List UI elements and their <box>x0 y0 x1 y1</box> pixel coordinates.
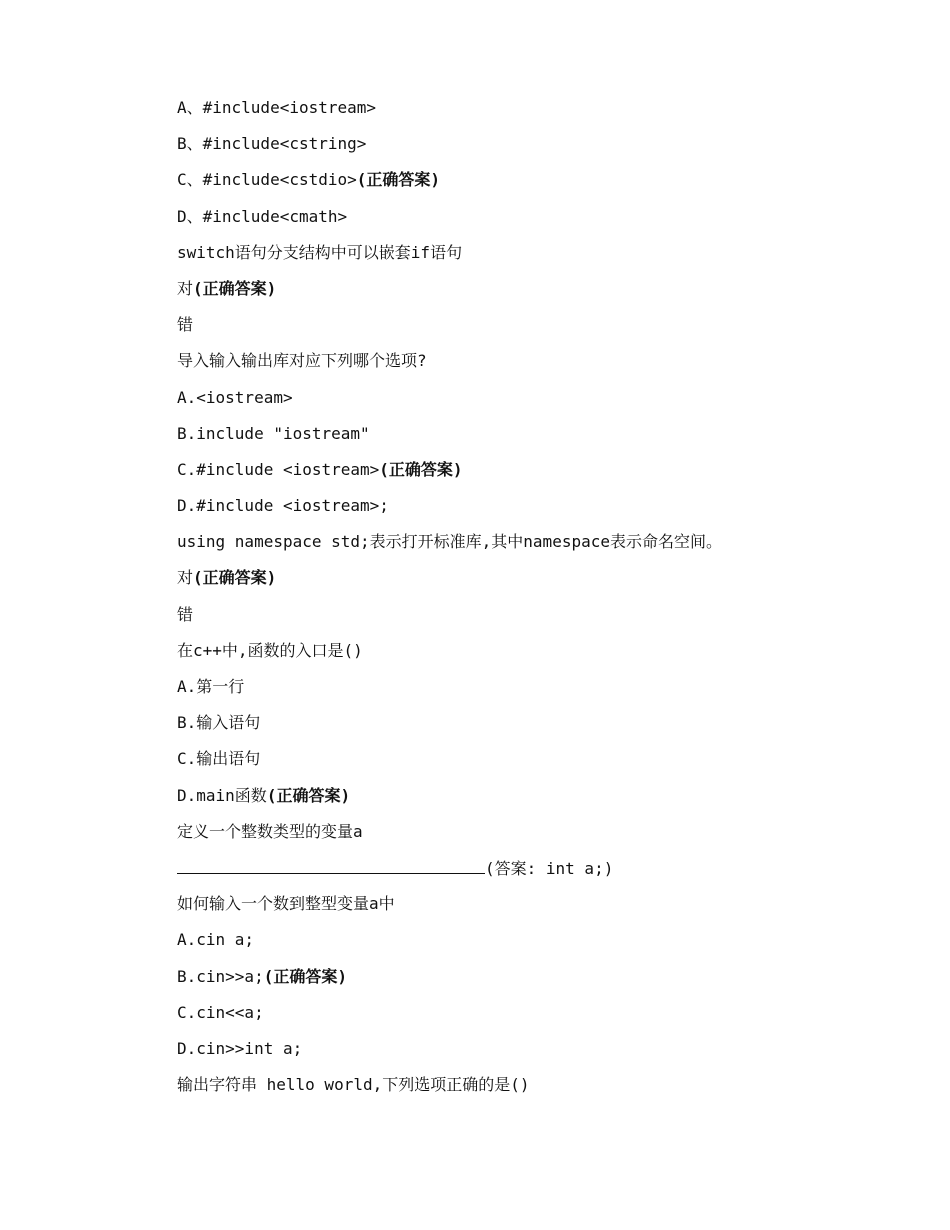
option-d <box>177 206 897 242</box>
question <box>177 531 897 567</box>
option-a <box>177 387 897 423</box>
fill-in-blank <box>177 857 897 893</box>
option-c <box>177 748 897 784</box>
option-text: 对 <box>177 278 194 298</box>
option-text: A、#include<iostream> <box>177 98 377 117</box>
option-text: 对 <box>177 568 194 588</box>
option-a <box>177 929 897 965</box>
answer-blank-line <box>177 857 485 874</box>
question <box>177 1074 897 1110</box>
option-c <box>177 169 897 205</box>
correct-answer-tag: (正确答案) <box>193 278 277 298</box>
option-false <box>177 314 897 350</box>
correct-answer-tag: (正确答案) <box>379 459 463 479</box>
option-true <box>177 278 897 314</box>
option-text: D、#include<cmath> <box>177 206 348 226</box>
option-text: D.#include <iostream>; <box>177 496 389 516</box>
option-text: C.#include <iostream> <box>177 459 380 479</box>
question-text: 导入输入输出库对应下列哪个选项? <box>177 351 427 371</box>
question <box>177 350 897 386</box>
answer-hint: (答案: int a;) <box>485 858 614 878</box>
option-text: D.main函数 <box>177 785 267 805</box>
question-text: 输出字符串 hello world,下列选项正确的是() <box>177 1075 530 1095</box>
question <box>177 821 897 857</box>
question-text: 定义一个整数类型的变量a <box>177 821 363 841</box>
option-text: C、#include<cstdio> <box>177 170 357 190</box>
option-text: C.输出语句 <box>177 749 261 769</box>
option-true <box>177 567 897 603</box>
question <box>177 640 897 676</box>
option-b <box>177 423 897 459</box>
option-text: B.输入语句 <box>177 713 261 733</box>
option-text: B.cin>>a; <box>177 966 264 986</box>
option-d <box>177 785 897 821</box>
option-b <box>177 712 897 748</box>
question-text: switch语句分支结构中可以嵌套if语句 <box>177 242 463 262</box>
correct-answer-tag: (正确答案) <box>193 568 277 588</box>
option-false <box>177 604 897 640</box>
question <box>177 242 897 278</box>
option-text: A.<iostream> <box>177 387 293 407</box>
option-d <box>177 495 897 531</box>
option-text: 错 <box>177 604 194 624</box>
option-text: A.cin a; <box>177 930 255 950</box>
option-text: B、#include<cstring> <box>177 134 367 154</box>
option-text: A.第一行 <box>177 677 245 696</box>
option-a <box>177 97 897 133</box>
option-b <box>177 966 897 1002</box>
question-text: using namespace std;表示打开标准库,其中namespace表示命名空间。 <box>177 532 722 552</box>
option-text: D.cin>>int a; <box>177 1038 303 1058</box>
question-text: 如何输入一个数到整型变量a中 <box>177 894 395 914</box>
correct-answer-tag: (正确答案) <box>266 785 351 805</box>
option-c <box>177 459 897 495</box>
option-d <box>177 1038 897 1074</box>
option-text: B.include "iostream" <box>177 423 370 443</box>
correct-answer-tag: (正确答案) <box>263 966 347 986</box>
correct-answer-tag: (正确答案) <box>356 170 441 190</box>
option-c <box>177 1002 897 1038</box>
question-text: 在c++中,函数的入口是() <box>177 640 363 660</box>
option-text: C.cin<<a; <box>177 1002 264 1022</box>
question <box>177 893 897 929</box>
question-list <box>177 97 897 1110</box>
option-b <box>177 133 897 169</box>
option-a <box>177 676 897 712</box>
option-text: 错 <box>177 315 194 335</box>
